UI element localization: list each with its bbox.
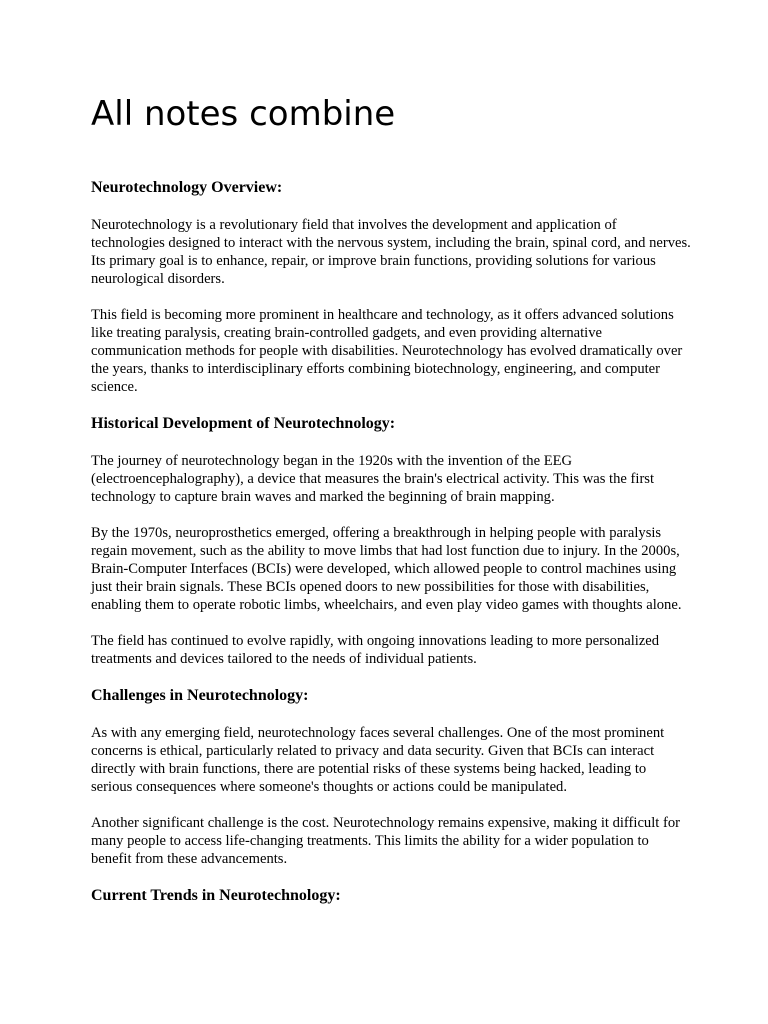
document-body: [91, 178, 691, 924]
section-history: [91, 414, 691, 668]
section-current-trends: [91, 886, 691, 906]
paragraph: The journey of neurotechnology began in the 1920s with the invention of the EEG (electroencephalography), a device that measures the brain's electrical activity. This was the first technology to capture brain waves and marked the beginning of brain mapping.: [91, 453, 655, 505]
section-heading: Neurotechnology Overview:: [91, 179, 283, 196]
page-title: All notes combine: [91, 94, 396, 134]
paragraph: This field is becoming more prominent in healthcare and technology, as it offers advanced solutions like treating paralysis, creating brain-controlled gadgets, and even providing alternative communication methods for people with disabilities. Neurotechnology has evolved dramatically over the years, thanks to interdisciplinary efforts combining biotechnology, engineering, and computer science.: [91, 307, 683, 395]
section-heading: Historical Development of Neurotechnology:: [91, 415, 396, 432]
section-overview: [91, 178, 691, 396]
section-challenges: [91, 686, 691, 868]
paragraph: Another significant challenge is the cost. Neurotechnology remains expensive, making it difficult for many people to access life-changing treatments. This limits the ability for a wider population to benefit from these advancements.: [91, 815, 680, 867]
paragraph: By the 1970s, neuroprosthetics emerged, offering a breakthrough in helping people with paralysis regain movement, such as the ability to move limbs that had lost function due to injury. In the 2000s, Brain-Computer Interfaces (BCIs) were developed, which allowed people to control machines using just their brain signals. These BCIs opened doors to new possibilities for those with disabilities, enabling them to operate robotic limbs, wheelchairs, and even play video games with thoughts alone.: [91, 525, 682, 613]
paragraph: The field has continued to evolve rapidly, with ongoing innovations leading to more personalized treatments and devices tailored to the needs of individual patients.: [91, 633, 660, 667]
section-heading: Current Trends in Neurotechnology:: [91, 887, 341, 904]
paragraph: As with any emerging field, neurotechnology faces several challenges. One of the most prominent concerns is ethical, particularly related to privacy and data security. Given that BCIs can interact directly with brain functions, there are potential risks of these systems being hacked, leading to serious consequences where someone's thoughts or actions could be manipulated.: [91, 725, 665, 795]
section-heading: Challenges in Neurotechnology:: [91, 687, 309, 704]
paragraph: Neurotechnology is a revolutionary field that involves the development and application of technologies designed to interact with the nervous system, including the brain, spinal cord, and nerves. Its primary goal is to enhance, repair, or improve brain functions, providing solutions for various neurological disorders.: [91, 217, 691, 287]
